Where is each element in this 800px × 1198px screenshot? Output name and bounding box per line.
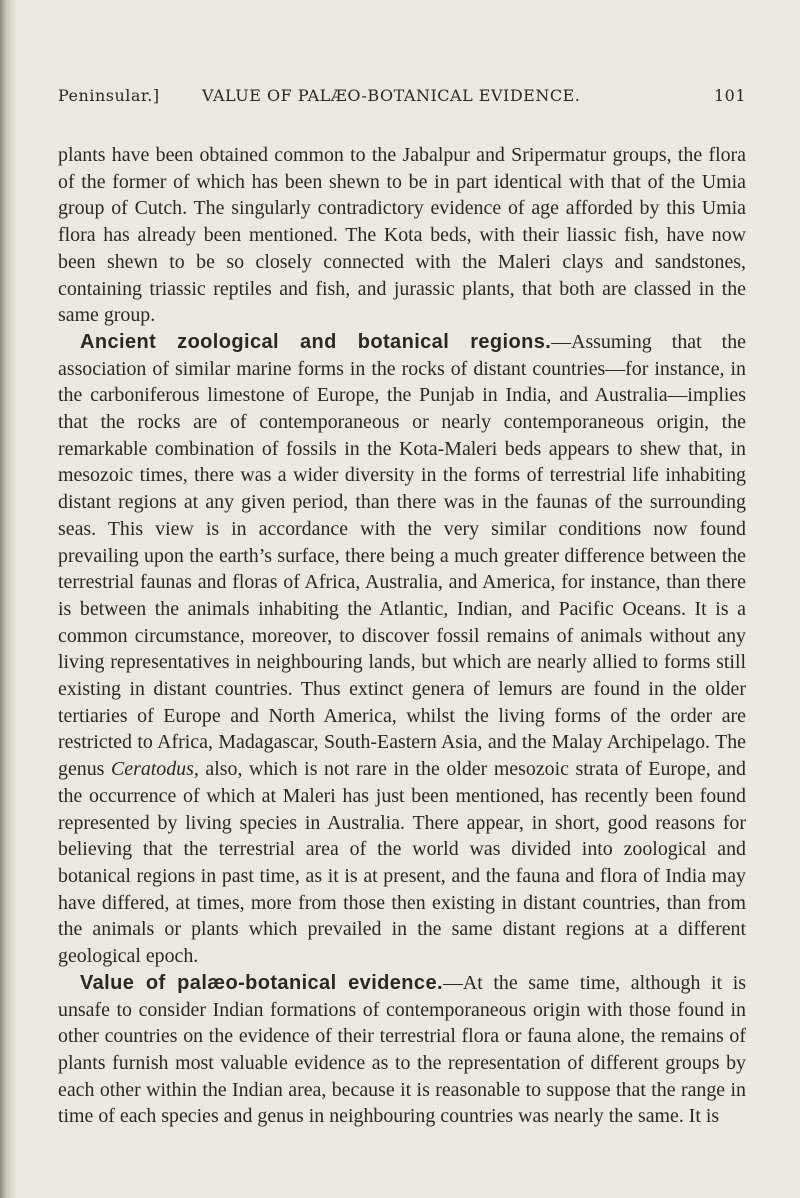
paragraph-ancient-regions-text: —Assuming that the association of similar marine forms in the rocks of distant countries—for instance, in the carboniferous limestone of Europe, the Punjab in India, and Australia—implies that the rocks are of contemporaneous or nearly contemporaneous origin, the remarkable combination of fossils in the Kota-Maleri beds appears to shew that, in mesozoic times, there was a wider diversity in the forms of terrestrial life inhabiting distant regions at any given period, than there was in the faunas of the surrounding seas. This view is in accordance with the very similar conditions now found prevailing upon the earth’s surface, there being a much greater difference between the terrestrial faunas and floras of Africa, Australia, and America, for instance, than there is between the animals inhabiting the Atlantic, Indian, and Pacific Oceans. It is a common circumstance, moreover, to discover fossil remains of animals without any living representatives in neighbouring lands, but which are nearly allied to forms still existing in distant countries. Thus extinct genera of lemurs are found in the older tertiaries of Europe and North America, whilst the living forms of the order are restricted to Africa, Madagascar, South-Eastern Asia, and the Malay Archipelago. The genus	[58, 330, 746, 781]
section-heading-palaeo-botanical: Value of palæo-botanical evidence.	[80, 971, 443, 994]
binding-edge-shadow	[0, 0, 16, 1198]
paragraph-ancient-regions-text-continued: , also, which is not rare in the older mesozoic strata of Europe, and the occurrence of which at Maleri has just been mentioned, has recently been found represented by living species in Australia. There appear, in short, good reasons for believing that the terrestrial area of the world was divided into zoological and botanical regions in past time, as it is at present, and the fauna and flora of India may have differed, at times, more from those then existing in distant countries, than from the animals or plants which prevailed in the same distant regions at a different geological epoch.	[58, 758, 746, 968]
paragraph-palaeo-botanical-text: —At the same time, although it is unsafe to consider Indian formations of contemporaneous origin with those found in other countries on the evidence of their terrestrial flora or fauna alone, the remains of plants furnish most valuable evidence as to the representation of different groups by each other within the Indian area, because it is reasonable to suppose that the range in time of each species and genus in neighbouring countries was nearly the same. It is	[58, 971, 746, 1128]
section-heading-ancient-regions: Ancient zoological and botanical regions.	[80, 330, 552, 353]
running-head-title: VALUE OF PALÆO-BOTANICAL EVIDENCE.	[202, 86, 581, 105]
paragraph-plants: plants have been obtained common to the Jabalpur and Sripermatur groups, the flora of the former of which has been shewn to be in part identical with that of the Umia group of Cutch. The singularly contradictory evidence of age afforded by this Umia flora has already been mentioned. The Kota beds, with their liassic fish, have now been shewn to be so closely connected with the Maleri clays and sandstones, containing triassic reptiles and fish, and jurassic plants, that both are classed in the same group.	[58, 144, 746, 327]
running-head	[58, 86, 746, 112]
page-number: 101	[713, 86, 746, 105]
book-page	[58, 86, 746, 1130]
running-head-section: Peninsular.]	[58, 86, 160, 105]
paragraph-ancient-regions	[58, 329, 746, 970]
genus-name: Ceratodus	[110, 758, 194, 781]
body-text	[58, 142, 746, 1130]
paragraph-palaeo-botanical	[58, 970, 746, 1130]
